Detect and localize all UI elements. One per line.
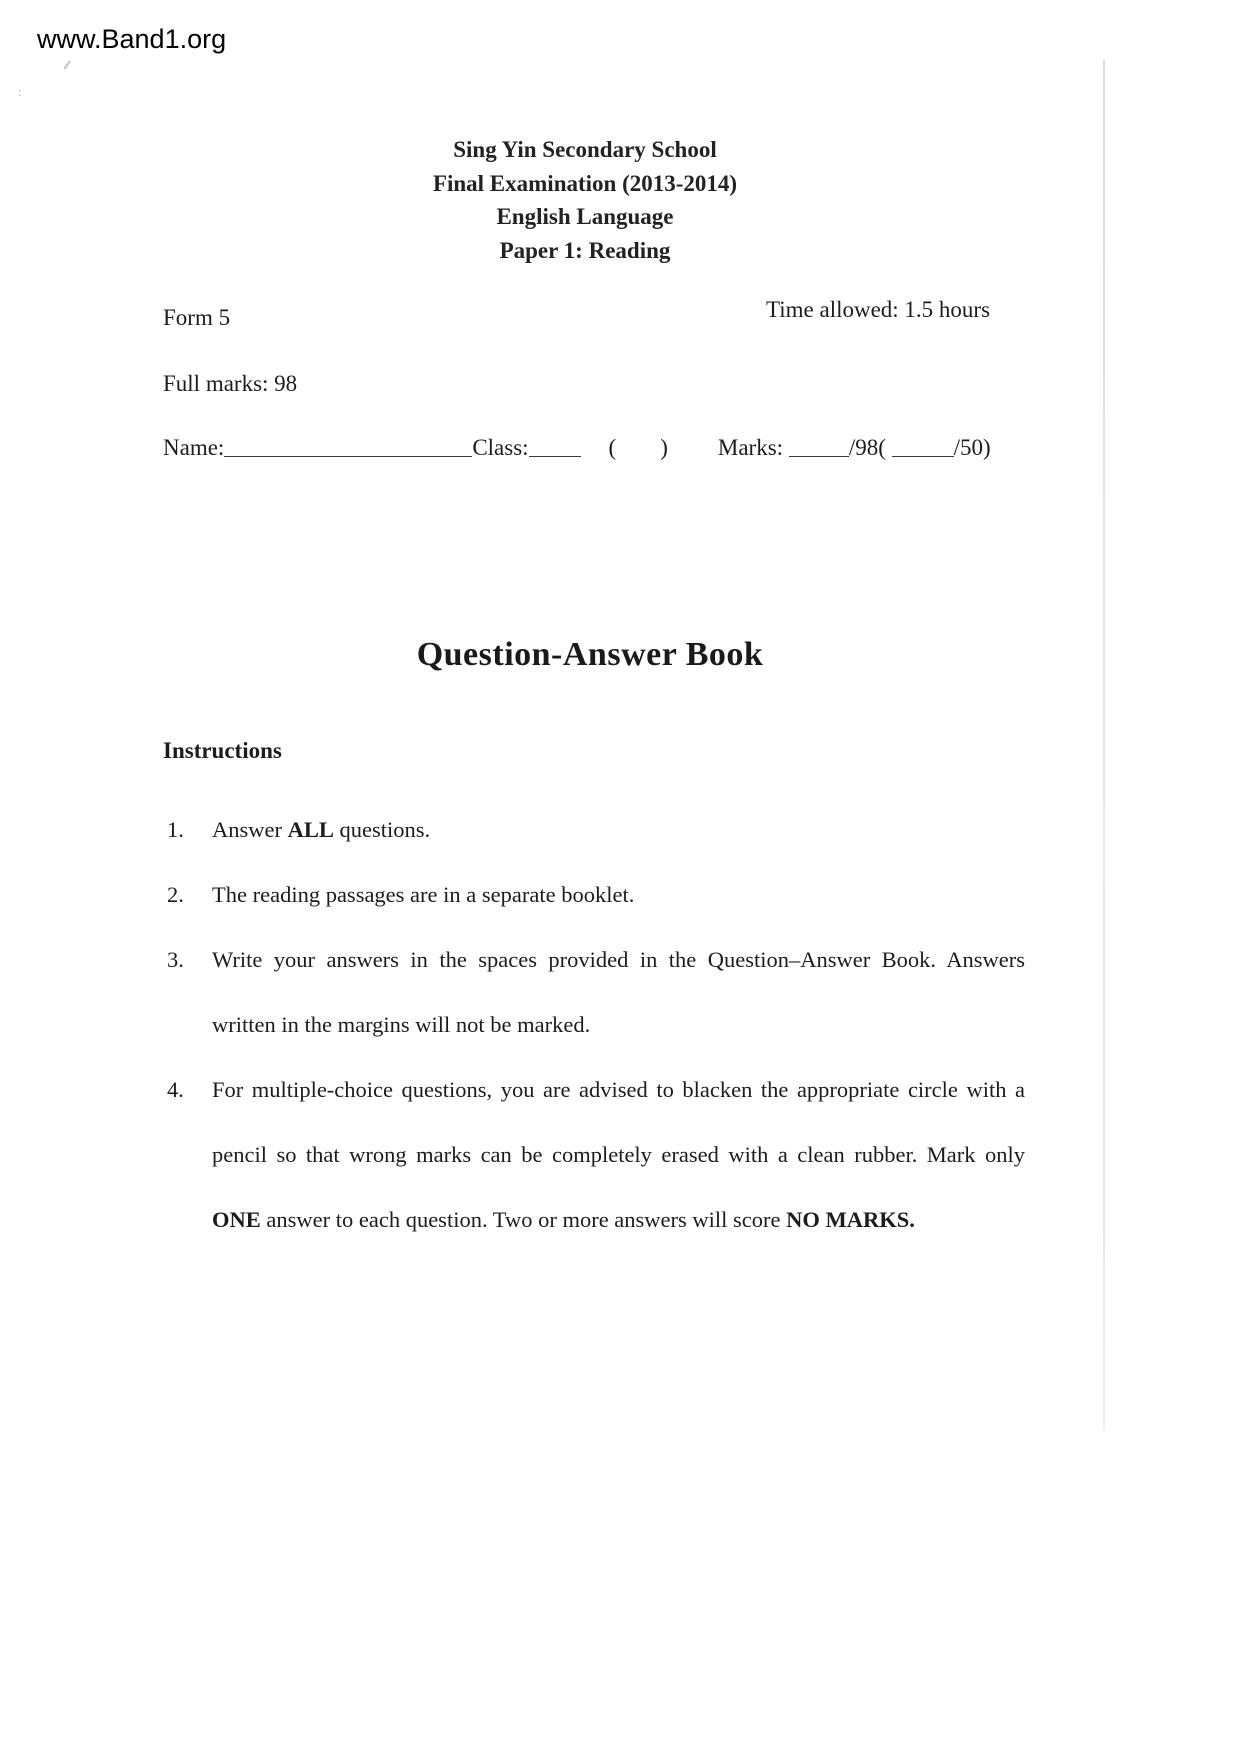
marks-blank-50 [892, 436, 954, 457]
class-label: Class: [472, 435, 529, 460]
instruction-number: 3. [167, 947, 184, 972]
instruction-text: For multiple-choice questions, you are advised to blacken the appropriate circle with a [212, 1077, 1025, 1102]
instruction-list [163, 797, 1025, 1252]
class-blank [529, 436, 581, 457]
exam-title: Final Examination (2013-2014) [432, 170, 738, 196]
school-name: Sing Yin Secondary School [453, 137, 717, 162]
scan-speck: : [18, 84, 22, 99]
marks-blank-98 [789, 436, 849, 457]
scan-speck [64, 60, 71, 69]
instruction-item-4 [163, 1057, 1025, 1252]
marks-denominator-50: /50) [953, 435, 991, 460]
question-answer-book-title: Question-Answer Book [416, 636, 764, 673]
instruction-number: 4. [167, 1077, 184, 1102]
watermark-text: www.Band1.org [37, 24, 227, 54]
instruction-number: 1. [167, 817, 184, 842]
instruction-number: 2. [167, 882, 184, 907]
instruction-item-2 [163, 862, 1025, 927]
student-info-row [163, 434, 1063, 461]
instruction-item-3 [163, 927, 1025, 1057]
marks-denominator-98: /98( [848, 435, 886, 460]
subject-name: English Language [496, 204, 674, 229]
paper-title: Paper 1: Reading [499, 237, 671, 263]
instruction-item-1 [163, 797, 1025, 862]
class-number-paren-close: ) [660, 435, 668, 460]
marks-label: Marks: [717, 435, 784, 460]
instructions-heading: Instructions [163, 738, 282, 763]
instruction-text: pencil so that wrong marks can be completely erased with a clean rubber. Mark only [212, 1142, 1025, 1167]
instruction-text: Answer ALL questions. [212, 817, 431, 842]
exam-header [0, 133, 1170, 267]
class-number-paren-open: ( [608, 435, 617, 460]
name-blank [224, 436, 472, 457]
time-allowed: Time allowed: 1.5 hours [766, 297, 991, 322]
instruction-text: ONE answer to each question. Two or more answers will score NO MARKS. [212, 1207, 915, 1232]
name-label: Name: [163, 435, 225, 460]
instruction-text: written in the margins will not be marked. [212, 1012, 591, 1037]
full-marks: Full marks: 98 [163, 371, 298, 396]
instruction-text: The reading passages are in a separate booklet. [212, 882, 635, 907]
form-level: Form 5 [163, 305, 231, 330]
instruction-text: Write your answers in the spaces provided in the Question–Answer Book. Answers [212, 947, 1025, 972]
